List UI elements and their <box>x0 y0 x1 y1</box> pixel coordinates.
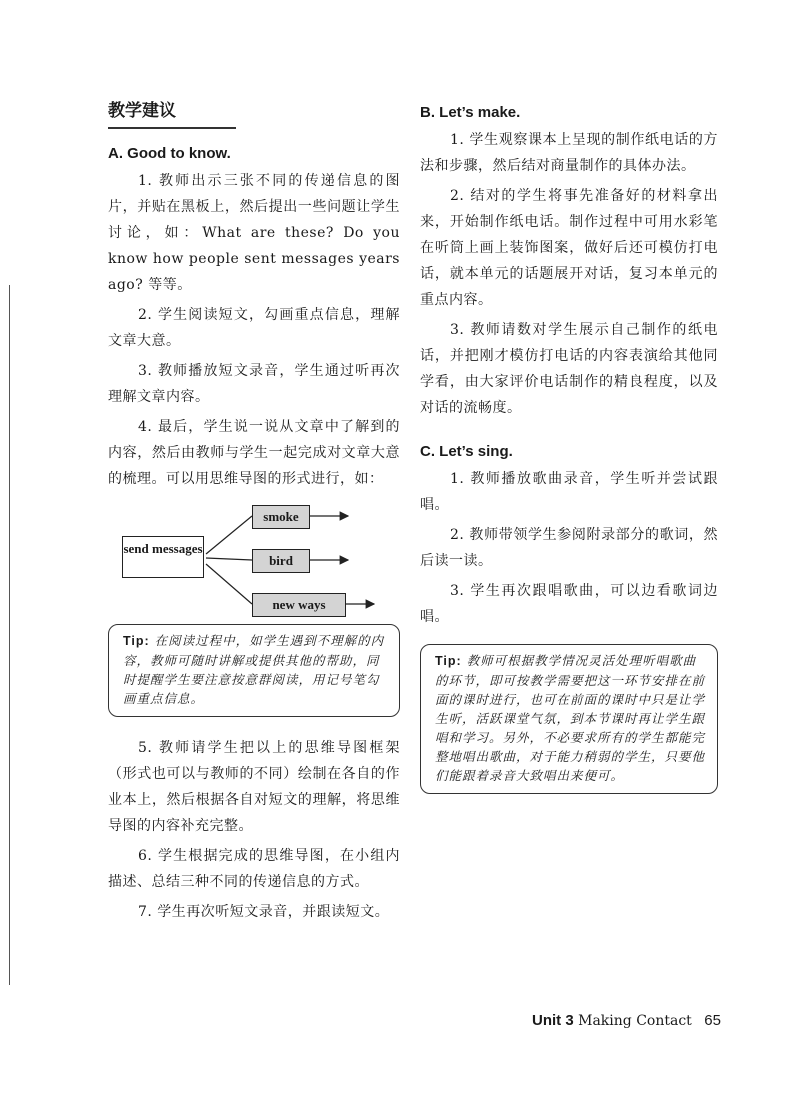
section-a-paragraph-3: 3. 教师播放短文录音，学生通过听再次理解文章内容。 <box>108 363 400 405</box>
connector-bird <box>206 558 252 560</box>
section-a-paragraph-4: 4. 最后，学生说一说从文章中了解到的内容，然后由教师与学生一起完成对文章大意的梳理。可以用思维导图的形式进行，如： <box>108 419 400 487</box>
mind-map-branch-bird: bird <box>252 549 310 573</box>
page-number: 65 <box>704 1012 721 1029</box>
footer-unit-title: Making Contact <box>578 1013 692 1029</box>
section-b-paragraph-2: 2. 结对的学生将事先准备好的材料拿出来，开始制作纸电话。制作过程中可用水彩笔在听筒上画上装饰图案，做好后还可模仿打电话，就本单元的话题展开对话，复习本单元的重点内容。 <box>420 188 718 308</box>
section-b-title: B. Let’s make. <box>420 104 521 121</box>
section-a-title: A. Good to know. <box>108 145 231 162</box>
section-c-paragraph-3: 3. 学生再次跟唱歌曲，可以边看歌词边唱。 <box>420 583 718 625</box>
section-a-paragraph-1: 1. 教师出示三张不同的传递信息的图片，并贴在黑板上，然后提出一些问题让学生讨论，如：What are these? Do you know how people sent messages years ago? 等等。 <box>108 173 400 293</box>
section-c-title: C. Let’s sing. <box>420 443 513 460</box>
reading-tip-box <box>108 624 400 717</box>
page-footer <box>532 1012 721 1029</box>
section-a-paragraph-5: 5. 教师请学生把以上的思维导图框架（形式也可以与教师的不同）绘制在各自的作业本上，然后根据各自对短文的理解，将思维导图的内容补充完整。 <box>108 740 400 834</box>
mind-map-diagram <box>108 500 400 618</box>
section-b-paragraph-3: 3. 教师请数对学生展示自己制作的纸电话，并把刚才模仿打电话的内容表演给其他同学看，由大家评价电话制作的精良程度，以及对话的流畅度。 <box>420 322 718 416</box>
mind-map-branch-smoke: smoke <box>252 505 310 529</box>
section-a-paragraph-7: 7. 学生再次听短文录音，并跟读短文。 <box>138 904 390 920</box>
footer-unit: Unit 3 <box>532 1012 574 1029</box>
mind-map-branch-new-ways: new ways <box>252 593 346 617</box>
tip-label: Tip: <box>123 634 150 648</box>
section-a-paragraph-6: 6. 学生根据完成的思维导图，在小组内描述、总结三种不同的传递信息的方式。 <box>108 848 400 890</box>
tip-text: 在阅读过程中，如学生遇到不理解的内容，教师可随时讲解或提供其他的帮助，同时提醒学生要注意按意群阅读，用记号笔勾画重点信息。 <box>123 633 385 706</box>
page-edge-bracket <box>0 285 10 985</box>
connector-smoke <box>206 516 252 554</box>
section-c-paragraph-1: 1. 教师播放歌曲录音，学生听并尝试跟唱。 <box>420 471 718 513</box>
singing-tip-box <box>420 644 718 794</box>
tip-text: 教师可根据教学情况灵活处理听唱歌曲的环节，即可按教学需要把这一环节安排在前面的课时进行，也可在前面的课时中只是让学生听，活跃课堂气氛，到本节课时再让学生跟唱和学习。另外，不必要求所有的学生都能完整地唱出歌曲，对于能力稍弱的学生，只要他们能跟着录音大致唱出来便可。 <box>435 653 706 783</box>
tip-label: Tip: <box>435 654 462 668</box>
connector-new-ways <box>206 564 252 604</box>
right-column <box>420 96 718 794</box>
section-a-paragraph-2: 2. 学生阅读短文，勾画重点信息，理解文章大意。 <box>108 307 400 349</box>
left-column <box>108 96 400 929</box>
section-b-paragraph-1: 1. 学生观察课本上呈现的制作纸电话的方法和步骤，然后结对商量制作的具体办法。 <box>420 132 718 174</box>
page-heading: 教学建议 <box>108 96 236 129</box>
mind-map-center: send messages <box>122 536 204 578</box>
section-c-paragraph-2: 2. 教师带领学生参阅附录部分的歌词，然后读一读。 <box>420 527 718 569</box>
